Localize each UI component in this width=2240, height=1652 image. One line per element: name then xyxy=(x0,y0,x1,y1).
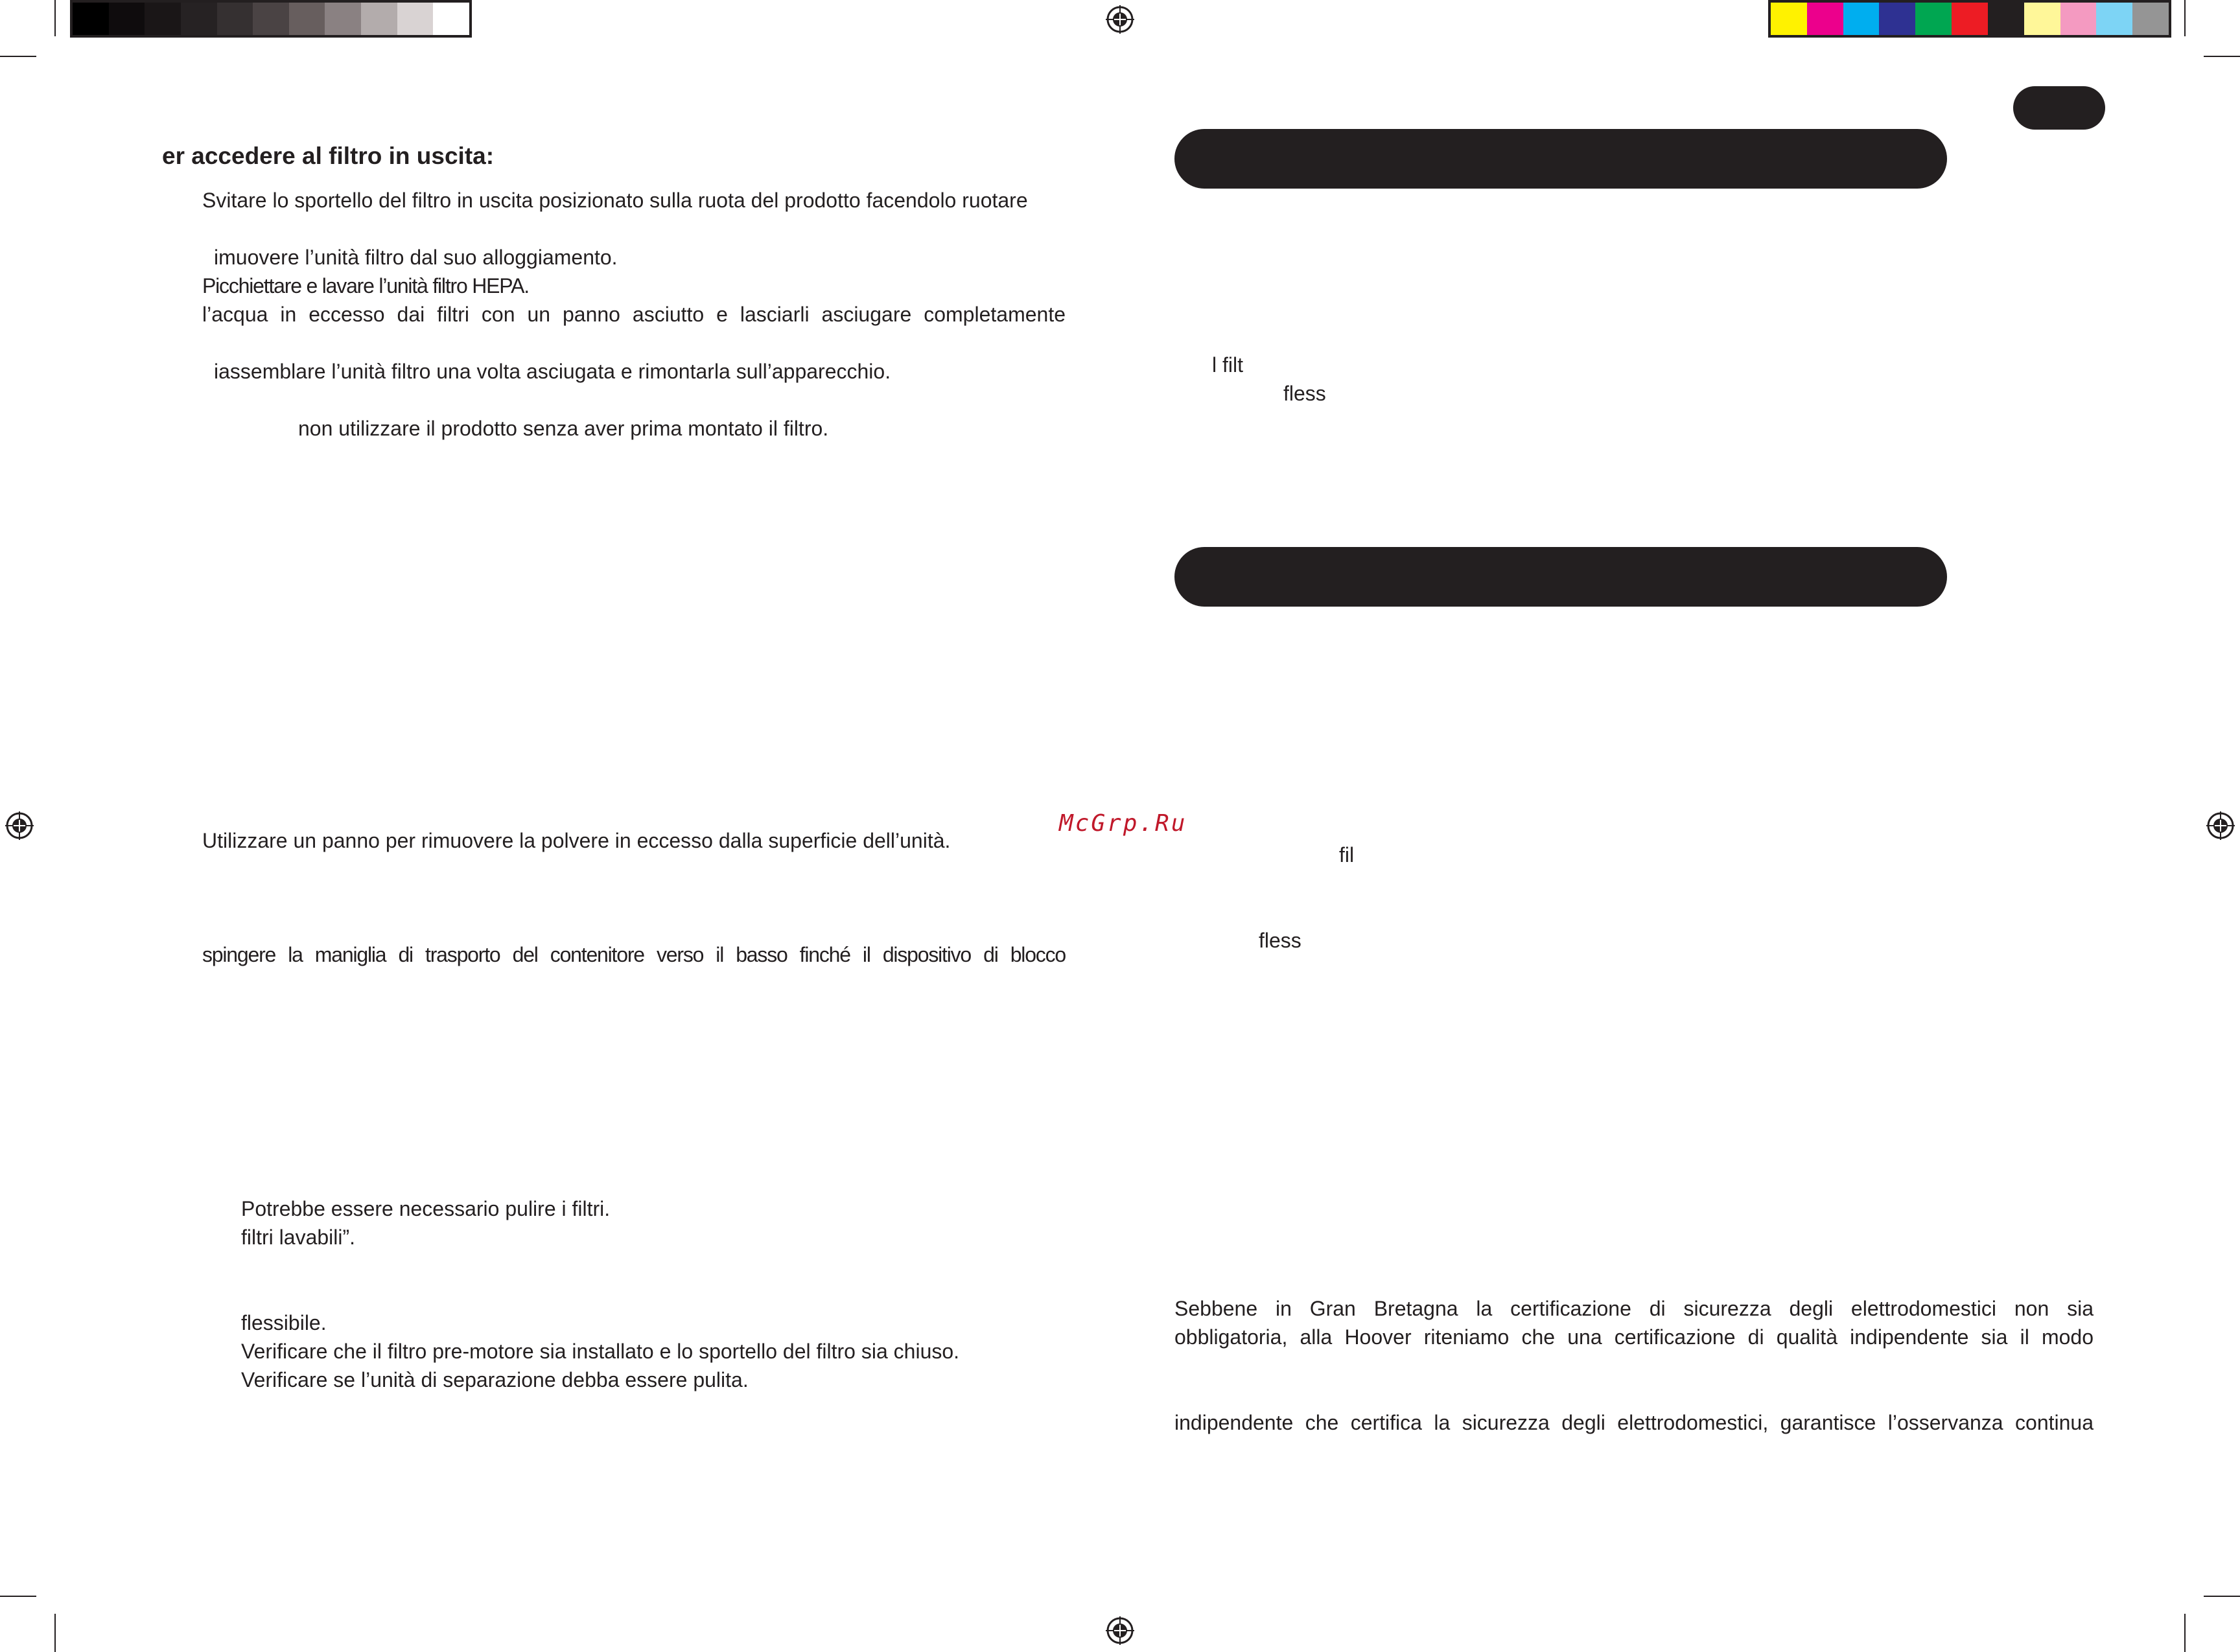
color-swatch xyxy=(1879,3,1915,35)
text-line: flessibile. xyxy=(241,1311,327,1334)
color-swatch xyxy=(1771,3,1807,35)
gray-scale-bar xyxy=(70,0,472,38)
crop-mark xyxy=(2184,0,2186,36)
color-swatch xyxy=(217,3,253,35)
color-swatch xyxy=(1988,3,2024,35)
text-line: non utilizzare il prodotto senza aver prima montato il filtro. xyxy=(298,417,829,440)
text-line: Utilizzare un panno per rimuovere la polvere in eccesso dalla superficie dell’unità. xyxy=(202,829,951,852)
text-line: iassemblare l’unità filtro una volta asciugata e rimontarla sull’apparecchio. xyxy=(214,360,891,383)
text-fragment: l filt xyxy=(1212,353,1243,377)
crop-mark xyxy=(54,1614,56,1652)
color-swatch xyxy=(2096,3,2132,35)
color-swatch xyxy=(109,3,145,35)
color-swatch xyxy=(289,3,325,35)
text-line: Verificare che il filtro pre-motore sia installato e lo sportello del filtro sia chiuso. xyxy=(241,1340,960,1363)
color-swatch xyxy=(361,3,397,35)
text-line: l’acqua in eccesso dai filtri con un panno asciutto e lasciarli asciugare completamente xyxy=(202,303,1066,326)
color-swatch xyxy=(1915,3,1952,35)
registration-mark-icon xyxy=(1106,5,1134,34)
crop-mark xyxy=(2184,1614,2186,1652)
color-swatch xyxy=(73,3,109,35)
section-header-bar xyxy=(1174,129,1947,189)
text-line: Verificare se l’unità di separazione debba essere pulita. xyxy=(241,1368,749,1391)
color-calibration-bar xyxy=(1768,0,2171,38)
registration-mark-icon xyxy=(5,811,34,840)
section-header-bar xyxy=(1174,547,1947,607)
color-swatch xyxy=(145,3,181,35)
text-line: Svitare lo sportello del filtro in uscita posizionato sulla ruota del prodotto facendolo ruotare xyxy=(202,189,1028,212)
text-fragment: fless xyxy=(1259,929,1301,952)
color-swatch xyxy=(2024,3,2060,35)
text-line: filtri lavabili”. xyxy=(241,1226,356,1249)
color-swatch xyxy=(397,3,434,35)
color-swatch xyxy=(1952,3,1988,35)
color-swatch xyxy=(2060,3,2097,35)
crop-mark xyxy=(2204,56,2240,57)
color-swatch xyxy=(1807,3,1843,35)
text-fragment: fless xyxy=(1283,382,1326,405)
text-line: obbligatoria, alla Hoover riteniamo che una certificazione di qualità indipendente sia il modo xyxy=(1174,1325,2094,1349)
color-swatch xyxy=(253,3,289,35)
crop-mark xyxy=(0,56,36,57)
text-line: Potrebbe essere necessario pulire i filtri. xyxy=(241,1197,611,1220)
color-swatch xyxy=(325,3,361,35)
text-line: Picchiettare e lavare l’unità filtro HEPA. xyxy=(202,274,529,297)
color-swatch xyxy=(181,3,217,35)
color-swatch xyxy=(433,3,469,35)
registration-mark-icon xyxy=(2206,811,2235,840)
crop-mark xyxy=(54,0,56,36)
crop-mark xyxy=(2204,1596,2240,1597)
crop-mark xyxy=(0,1596,36,1597)
color-swatch xyxy=(1843,3,1880,35)
text-line: Sebbene in Gran Bretagna la certificazione di sicurezza degli elettrodomestici non sia xyxy=(1174,1297,2094,1320)
text-line: imuovere l’unità filtro dal suo alloggiamento. xyxy=(214,246,618,269)
text-line: indipendente che certifica la sicurezza degli elettrodomestici, garantisce l’osservanza continua xyxy=(1174,1411,2094,1434)
text-line: spingere la maniglia di trasporto del contenitore verso il basso finché il dispositivo di blocco xyxy=(202,943,1066,966)
text-fragment: fil xyxy=(1339,843,1355,867)
color-swatch xyxy=(2132,3,2169,35)
watermark: McGrp.Ru xyxy=(1059,810,1187,837)
registration-mark-icon xyxy=(1106,1616,1134,1645)
page-number-tab xyxy=(2013,86,2105,130)
section-heading: er accedere al filtro in uscita: xyxy=(162,143,495,169)
